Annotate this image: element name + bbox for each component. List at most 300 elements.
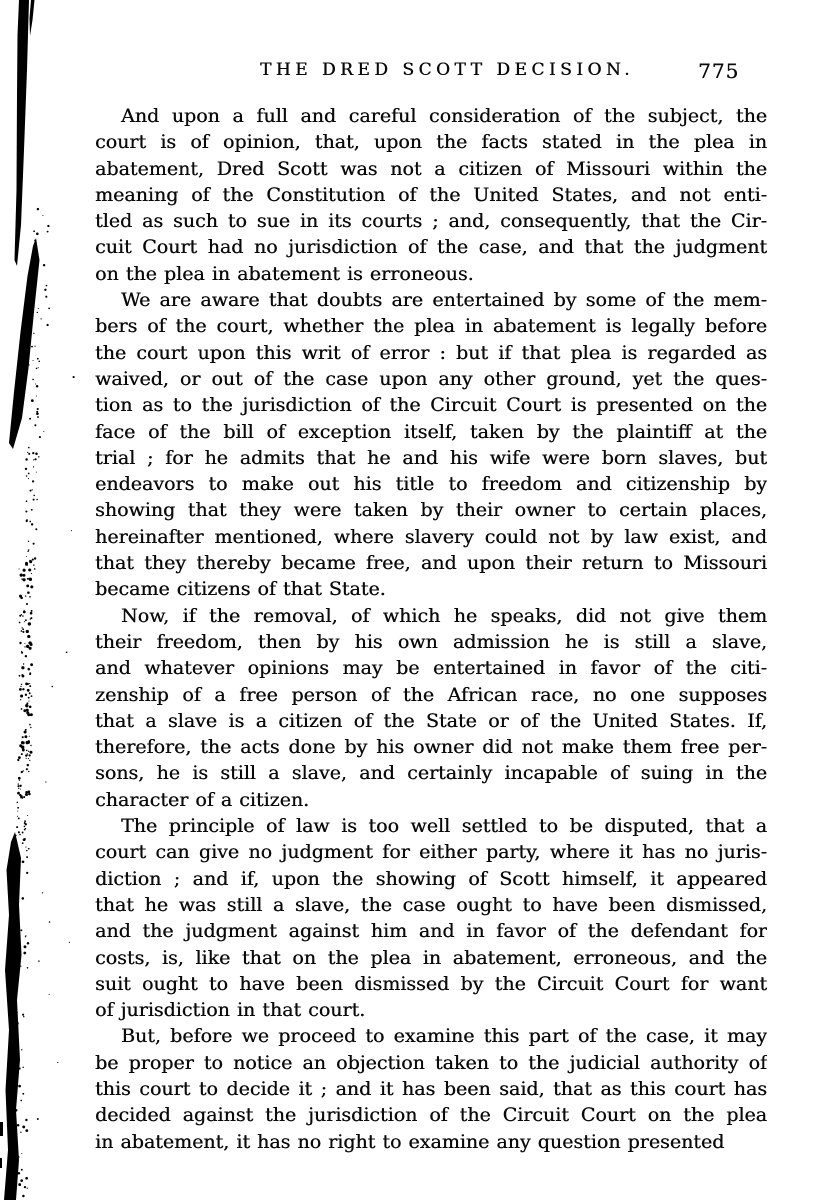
scan-artifact-speckle [30,619,31,620]
scan-artifact-speckle [25,683,28,686]
scan-artifact-speckle [26,711,29,714]
scan-artifact-speckle [23,578,26,581]
scan-artifact-speckle [19,568,20,569]
scan-artifact-speckle [37,416,39,418]
scan-artifact-speckle [22,736,24,738]
text-line: that they thereby became free, and upon their return to Missouri [95,552,767,575]
scan-artifact-speckle [25,935,26,936]
scan-artifact-speckle [22,675,25,678]
scan-artifact-speckle [25,655,27,657]
scan-artifact-speckle [23,748,25,750]
scan-artifact-speckle [47,225,49,227]
scan-artifact-speckle [19,785,21,787]
scan-artifact-speckle [30,490,32,492]
scan-artifact-tick [0,1158,2,1168]
scan-artifact-speckle [21,578,22,579]
scan-artifact-speckle [29,560,31,562]
scan-artifact-speckle [29,364,30,365]
scan-artifact-speckle [24,826,26,828]
scan-artifact-speckle [23,1016,24,1017]
scan-artifact-speckle [19,615,21,617]
text-line: of jurisdiction in that court. [95,999,366,1022]
scan-artifact-speckle [37,208,39,210]
text-line: that a slave is a citizen of the State or of the United States. If, [95,709,767,732]
scan-artifact-speckle [22,748,24,750]
scan-artifact-speckle [14,1011,17,1014]
scan-artifact-speckle [25,823,27,825]
scan-artifact-speckle [45,781,46,782]
scan-artifact-speckle [16,1149,17,1150]
scan-artifact-speckle [15,921,18,924]
scan-artifact-speckle [17,811,18,812]
scan-artifact-speckle [18,1085,21,1088]
scan-artifact-speckle [38,361,40,363]
scan-artifact-speckle [20,797,21,798]
scan-artifact-speckle [26,794,28,796]
text-line: trial ; for he admits that he and his wife were born slaves, but [95,446,767,469]
scan-artifact-speckle [16,844,18,846]
scan-artifact-speckle [13,1003,16,1006]
scan-artifact-speckle [25,737,26,738]
scan-artifact-speckle [18,831,20,833]
scan-artifact-speckle [35,453,38,456]
scan-artifact-speckle [22,1093,24,1095]
scan-artifact-speckle [23,611,26,614]
scan-artifact-speckle [25,1119,27,1121]
scan-artifact-speckle [14,955,17,958]
scan-artifact-speckle [29,692,31,694]
scan-artifact-speckle [30,585,33,588]
text-line: sons, he is still a slave, and certainly incapable of suing in the [95,762,767,785]
scan-artifact-speckle [26,520,28,522]
scan-artifact-speckle [28,622,31,625]
text-line: meaning of the Constitution of the United States, and not enti- [95,183,767,206]
scan-artifact-speckle [34,239,36,241]
scan-artifact-speckle [49,994,50,995]
scan-artifact-speckle [73,376,75,378]
scan-artifact-speckle [66,651,68,653]
scan-artifact-speckle [28,848,30,850]
text-line: that he was still a slave, the case ought to have been dismissed, [95,893,767,916]
scan-artifact-speckle [19,780,20,781]
scan-artifact-speckle [27,683,29,685]
scan-artifact-speckle [29,578,31,580]
scan-artifact-speckle [24,621,25,622]
scan-artifact-speckle [29,683,30,684]
scan-artifact-speckle [17,759,19,761]
scan-artifact-speckle [21,652,23,654]
scan-artifact-speckle [26,750,28,752]
scan-artifact-speckle [14,859,15,860]
scan-artifact-speckle [28,447,30,449]
scan-artifact-speckle [16,1073,18,1075]
text-line: the court upon this writ of error : but if that plea is regarded as [95,341,767,364]
scan-artifact-speckle [18,1172,21,1175]
scan-artifact-speckle [21,741,24,744]
scan-artifact-speckle [23,952,26,955]
scan-artifact-speckle [43,264,45,266]
scan-artifact-speckle [23,709,26,712]
scan-artifact-speckle [26,709,29,712]
scan-artifact-speckle [22,627,23,628]
scan-artifact-speckle [20,694,23,697]
scan-artifact-speckle [30,663,33,666]
scan-artifact-speckle [22,1125,25,1128]
scan-artifact-speckle [13,937,15,939]
scan-artifact-speckle [23,574,26,577]
scan-artifact-speckle [27,452,28,453]
scan-artifact-speckle [26,768,28,770]
scan-artifact-speckle [36,233,39,236]
scan-artifact-speckle [35,458,37,460]
scan-artifact-speckle [20,597,23,600]
scan-artifact-speckle [28,641,31,644]
scan-artifact-speckle [27,713,30,716]
scan-artifact-speckle [25,847,26,848]
scan-artifact-speckle [29,647,32,650]
scan-artifact-speckle [18,756,21,759]
scan-artifact-speckle [19,595,22,598]
scan-artifact-speckle [38,308,39,309]
scan-artifact-speckle [51,686,53,688]
scan-artifact-speckle [27,790,30,793]
scan-artifact-speckle [33,499,35,501]
page-title: THE DRED SCOTT DECISION. [259,60,635,80]
text-line: on the plea in abatement is erroneous. [95,262,474,285]
scan-artifact-speckle [24,735,27,738]
scan-artifact-speckle [21,674,23,676]
scan-artifact-speckle [27,635,30,638]
scan-artifact-speckle [19,688,22,691]
scan-artifact-speckle [36,368,38,370]
scan-artifact-speckle [26,645,29,648]
scan-artifact-speckle [15,999,16,1000]
scan-artifact-speckle [29,685,31,687]
scan-artifact-speckle [31,346,33,348]
scan-artifact-speckle [26,603,28,605]
scan-artifact-speckle [13,988,16,991]
scan-artifact-speckle [30,745,31,746]
scan-artifact-speckle [28,740,29,741]
scan-artifact-speckle [37,1118,39,1120]
scan-artifact-speckle [14,1127,16,1129]
scan-artifact-speckle [33,564,34,565]
scan-artifact-speckle [20,699,21,700]
scan-artifact-speckle [19,1067,21,1069]
scan-artifact-speckle [16,926,18,928]
scan-artifact-speckle [26,872,28,874]
scan-artifact-speckle [21,741,24,744]
scan-artifact-speckle [25,595,26,596]
scan-artifact-speckle [25,1177,28,1180]
scan-artifact-speckle [28,771,29,772]
scan-artifact-speckle [18,783,19,784]
scan-artifact-speckle [17,792,20,795]
scan-artifact-speckle [32,379,34,381]
scan-artifact-speckle [14,906,15,907]
scan-artifact-speckle [36,499,38,501]
scan-artifact-speckle [25,729,27,731]
scan-artifact-speckle [24,1186,26,1188]
scan-artifact-speckle [17,802,19,804]
scan-artifact-speckle [32,480,34,482]
scan-artifact-speckle [20,1131,21,1132]
scan-artifact-speckle [25,694,27,696]
scan-artifact-speckle [22,631,24,633]
scan-artifact-speckle [32,360,33,361]
scan-artifact-speckle [21,1153,22,1154]
scan-artifact-speckle [39,436,41,438]
scan-artifact-top-bar [15,0,30,266]
scan-artifact-speckle [34,557,36,559]
scan-artifact-speckle [20,746,21,747]
scan-artifact-speckle [15,1127,16,1128]
scan-artifact-speckle [36,411,38,413]
scan-artifact-speckle [20,789,21,790]
scan-artifact-speckle [25,510,27,512]
scan-artifact-speckle [13,1111,16,1114]
page-body [95,103,767,1155]
text-line: diction ; and if, upon the showing of Scott himself, it appeared [95,867,767,890]
scan-artifact-speckle [24,610,25,611]
scan-artifact-speckle [33,230,35,232]
scan-artifact-speckle [42,215,43,216]
scan-artifact-speckle [27,815,28,816]
scan-artifact-speckle [18,777,21,780]
scan-artifact-speckle [31,610,33,612]
scan-artifact-speckle [28,668,31,671]
scan-artifact-speckle [28,754,30,756]
scan-artifact-speckle [27,1188,28,1189]
scan-artifact-speckle [45,296,47,298]
text-line: But, before we proceed to examine this part of the case, it may [121,1025,767,1048]
scan-artifact-speckle [24,829,26,831]
text-line: and the judgment against him and in favor of the defendant for [95,920,767,943]
scan-artifact-speckle [21,771,23,773]
scan-artifact-speckle [25,564,27,566]
scan-artifact-speckle [14,1122,17,1125]
scan-artifact-speckle [29,736,30,737]
scan-artifact-speckle [30,643,33,646]
scan-artifact-speckle [19,794,21,796]
scan-artifact-speckle [36,472,37,473]
scan-artifact-speckle [26,630,29,633]
scan-artifact-speckle [25,458,27,460]
scan-artifact-speckle [28,333,29,334]
scan-artifact-speckle [23,796,25,798]
page-number: 775 [698,59,740,83]
scan-artifact-speckle [69,942,70,943]
text-line: Now, if the removal, of which he speaks, did not give them [121,604,767,627]
scan-artifact-speckle [31,509,33,511]
scan-artifact-speckle [22,1014,24,1016]
scan-artifact-speckle [21,684,22,685]
scan-artifact-speckle [19,834,21,836]
text-line: face of the bill of exception itself, taken by the plaintiff at the [95,420,767,443]
paragraph [95,813,767,1023]
scan-artifact-speckle [19,962,20,963]
scan-artifact-speckle [22,897,25,900]
scan-artifact-speckle [23,770,24,771]
scan-artifact-speckle [28,549,29,550]
scan-artifact-speckle [49,921,51,923]
scan-artifact-speckle [33,495,35,497]
scan-artifact-speckle [29,706,32,709]
scan-artifact-tick [0,1122,3,1136]
scan-artifact-speckle [31,695,33,697]
scan-artifact-speckle [30,713,33,716]
scan-artifact-speckle [29,418,31,420]
scan-artifact-speckle [32,489,33,490]
scan-artifact-speckle [26,741,29,744]
scan-artifact-speckle [25,754,27,756]
scan-artifact-speckle [16,1022,19,1025]
running-header [0,60,820,88]
scan-artifact-speckle [16,982,17,983]
scan-artifact-speckle [25,791,28,794]
scan-artifact-speckle [27,564,28,565]
scan-artifact-speckle [34,424,36,426]
scan-artifact-speckle [27,550,29,552]
scan-artifact-speckle [20,965,21,966]
scan-artifact-speckle [18,1183,21,1186]
scan-artifact-speckle [24,838,26,840]
text-line: be proper to notice an objection taken to the judicial authority of [95,1051,767,1074]
scan-artifact-speckle [19,675,21,677]
scan-artifact-speckle [29,724,31,726]
scan-artifact-speckle [24,646,25,647]
scan-artifact-speckle [36,385,39,388]
scan-artifact-speckle [44,289,46,291]
scan-artifact-speckle [47,231,49,233]
text-line: in abatement, it has no right to examine any question presented [95,1130,725,1153]
scan-artifact-speckle [22,832,24,834]
scan-artifact-speckle [15,1169,16,1170]
scan-artifact-speckle [17,816,18,817]
scan-artifact-speckle [14,940,16,942]
scan-artifact-speckle [22,1067,23,1068]
scan-artifact-speckle [18,817,20,819]
text-line: therefore, the acts done by his owner did not make them free per- [95,736,767,759]
scan-artifact-speckle [24,822,26,824]
scan-artifact-speckle [21,796,23,798]
scan-artifact-speckle [18,951,19,952]
scan-artifact-speckle [29,760,30,761]
scan-artifact-speckle [23,838,26,841]
scan-artifact-speckle [22,860,25,863]
scan-artifact-speckle [35,383,36,384]
scan-artifact-speckle [28,453,30,455]
text-line: hereinafter mentioned, where slavery could not by law exist, and [95,525,767,548]
scan-artifact-speckle [24,820,26,822]
scan-artifact-speckle [29,521,31,523]
scan-artifact-speckle [15,835,17,837]
scan-artifact-speckle [26,584,29,587]
scan-artifact-speckle [71,530,72,531]
scan-artifact-speckle [16,932,19,935]
scan-artifact-speckle [29,672,31,674]
scan-artifact-speckle [22,749,25,752]
scan-artifact-speckle [48,308,50,310]
scan-artifact-sliver [30,0,35,36]
scan-artifact-speckle [30,751,33,754]
scan-artifact-speckle [25,1129,28,1132]
scan-artifact-speckle [24,945,27,948]
scan-artifact-speckle [32,559,34,561]
scan-artifact-speckle [38,367,39,368]
scan-artifact-speckle [26,795,27,796]
text-line: suit ought to have been dismissed by the Circuit Court for want [95,972,767,995]
text-line: endeavors to make out his title to freedom and citizenship by [95,473,767,496]
scan-artifact-speckle [13,1111,15,1113]
scan-artifact-speckle [15,1109,18,1112]
paragraph [95,103,767,287]
scan-artifact-speckle [32,272,34,274]
scan-artifact-speckle [22,615,24,617]
scan-artifact-speckle [26,556,27,557]
scan-artifact-speckle [27,591,30,594]
scan-artifact-speckle [28,478,29,479]
scan-artifact-speckle [19,744,22,747]
text-line: And upon a full and careful consideration of the subject, the [121,105,767,127]
scan-artifact-speckle [46,285,48,287]
scan-artifact-speckle [37,408,39,410]
scan-artifact-speckle [25,468,27,470]
scan-artifact-speckle [33,333,34,334]
scan-artifact-speckle [26,850,27,851]
scan-artifact-speckle [16,826,18,828]
scan-artifact-speckle [26,758,27,759]
scan-artifact-speckle [25,936,26,937]
scan-artifact-speckle [15,1011,18,1014]
scan-artifact-speckle [23,839,25,841]
scan-artifact-speckle [34,568,36,570]
scan-artifact-speckle [42,892,43,893]
scan-artifact-speckle [38,456,39,457]
scan-artifact-speckle [28,793,31,796]
scan-artifact-speckle [20,1100,22,1102]
text-line: costs, is, like that on the plea in abatement, erroneous, and the [95,946,767,969]
scan-artifact-speckle [22,628,24,630]
scan-artifact-speckle [40,318,41,319]
scan-artifact-speckle [15,1026,16,1027]
scan-artifact-speckle [19,622,21,624]
scan-artifact-speckle [57,1062,58,1063]
scan-artifact-speckle [29,578,32,581]
scan-artifact-speckle [24,730,27,733]
scan-artifact-speckle [35,346,36,347]
scan-artifact-speckle [30,612,33,615]
scan-artifact-speckle [33,543,35,545]
scan-artifact-speckle [29,596,31,598]
scan-artifact-speckle [21,630,23,632]
scan-artifact-speckle [21,651,22,652]
text-line: waived, or out of the case upon any other ground, yet the ques- [95,367,767,390]
text-line: tion as to the jurisdiction of the Circuit Court is presented on the [95,394,767,417]
scan-artifact-speckle [19,642,21,644]
scan-artifact-speckle [13,972,16,975]
scan-artifact-speckle [28,541,29,542]
scan-artifact-speckle [26,500,28,502]
scan-artifact-speckle [21,753,23,755]
scan-artifact-speckle [22,842,24,844]
scan-artifact-speckle [27,753,28,754]
scan-artifact-speckle [22,688,24,690]
text-line: We are aware that doubts are entertained by some of the mem- [121,289,767,312]
scan-artifact-speckle [23,569,26,572]
scan-artifact-speckle [25,619,27,621]
scan-artifact-speckle [17,807,19,809]
